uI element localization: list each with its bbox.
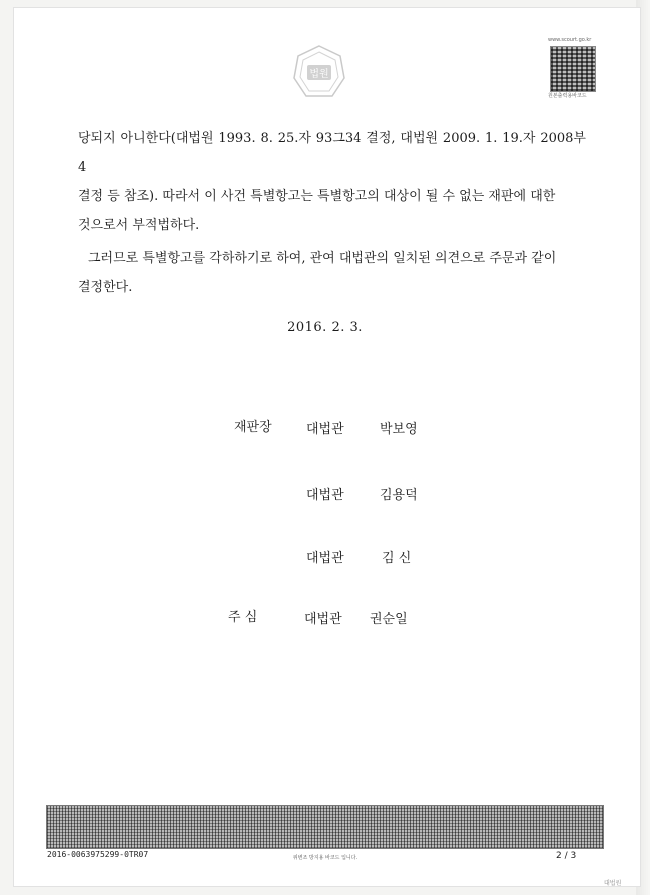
signature-title: 대법관	[306, 488, 344, 503]
signature-role: 재판장	[234, 420, 272, 435]
body-line: 그러므로 특별항고를 각하하기로 하여, 관여 대법관의 일치된 의견으로 주문과 같이	[88, 251, 557, 266]
seal-label: 법원	[309, 69, 329, 80]
corner-court-mark: 대법원	[604, 880, 622, 887]
body-line: 것으로서 부적법하다.	[78, 218, 200, 233]
body-line: 결정 등 참조). 따라서 이 사건 특별항고는 특별항고의 대상이 될 수 없는 재판에 대한	[78, 189, 556, 204]
justice-name: 권순일	[370, 612, 408, 627]
justice-name: 김용덕	[380, 488, 418, 503]
verification-barcode	[550, 46, 596, 92]
signature-role: 주 심	[228, 610, 258, 625]
document-id: 2016-0063975299-0TR07	[47, 850, 149, 859]
justice-name: 박보영	[380, 422, 418, 437]
decision-body	[78, 124, 586, 302]
body-line: 당되지 아니한다(대법원 1993. 8. 25.자 93그34 결정, 대법원 2009. 1. 19.자 2008부4	[78, 131, 586, 175]
decision-date: 2016. 2. 3.	[287, 320, 363, 335]
justice-name: 김 신	[382, 551, 412, 566]
signature-title: 대법관	[306, 551, 344, 566]
signature-title: 대법관	[304, 612, 342, 627]
court-seal-icon	[292, 44, 346, 100]
signature-title: 대법관	[306, 422, 344, 437]
barcode-note: 위변조 방지용 바코드 입니다.	[292, 855, 358, 861]
page-number: 2 / 3	[556, 851, 577, 861]
anti-forgery-barcode	[46, 805, 604, 849]
court-url: www.scourt.go.kr	[548, 37, 592, 43]
body-line: 결정한다.	[78, 280, 133, 295]
barcode-caption: 원본출력용바코드	[548, 93, 587, 99]
